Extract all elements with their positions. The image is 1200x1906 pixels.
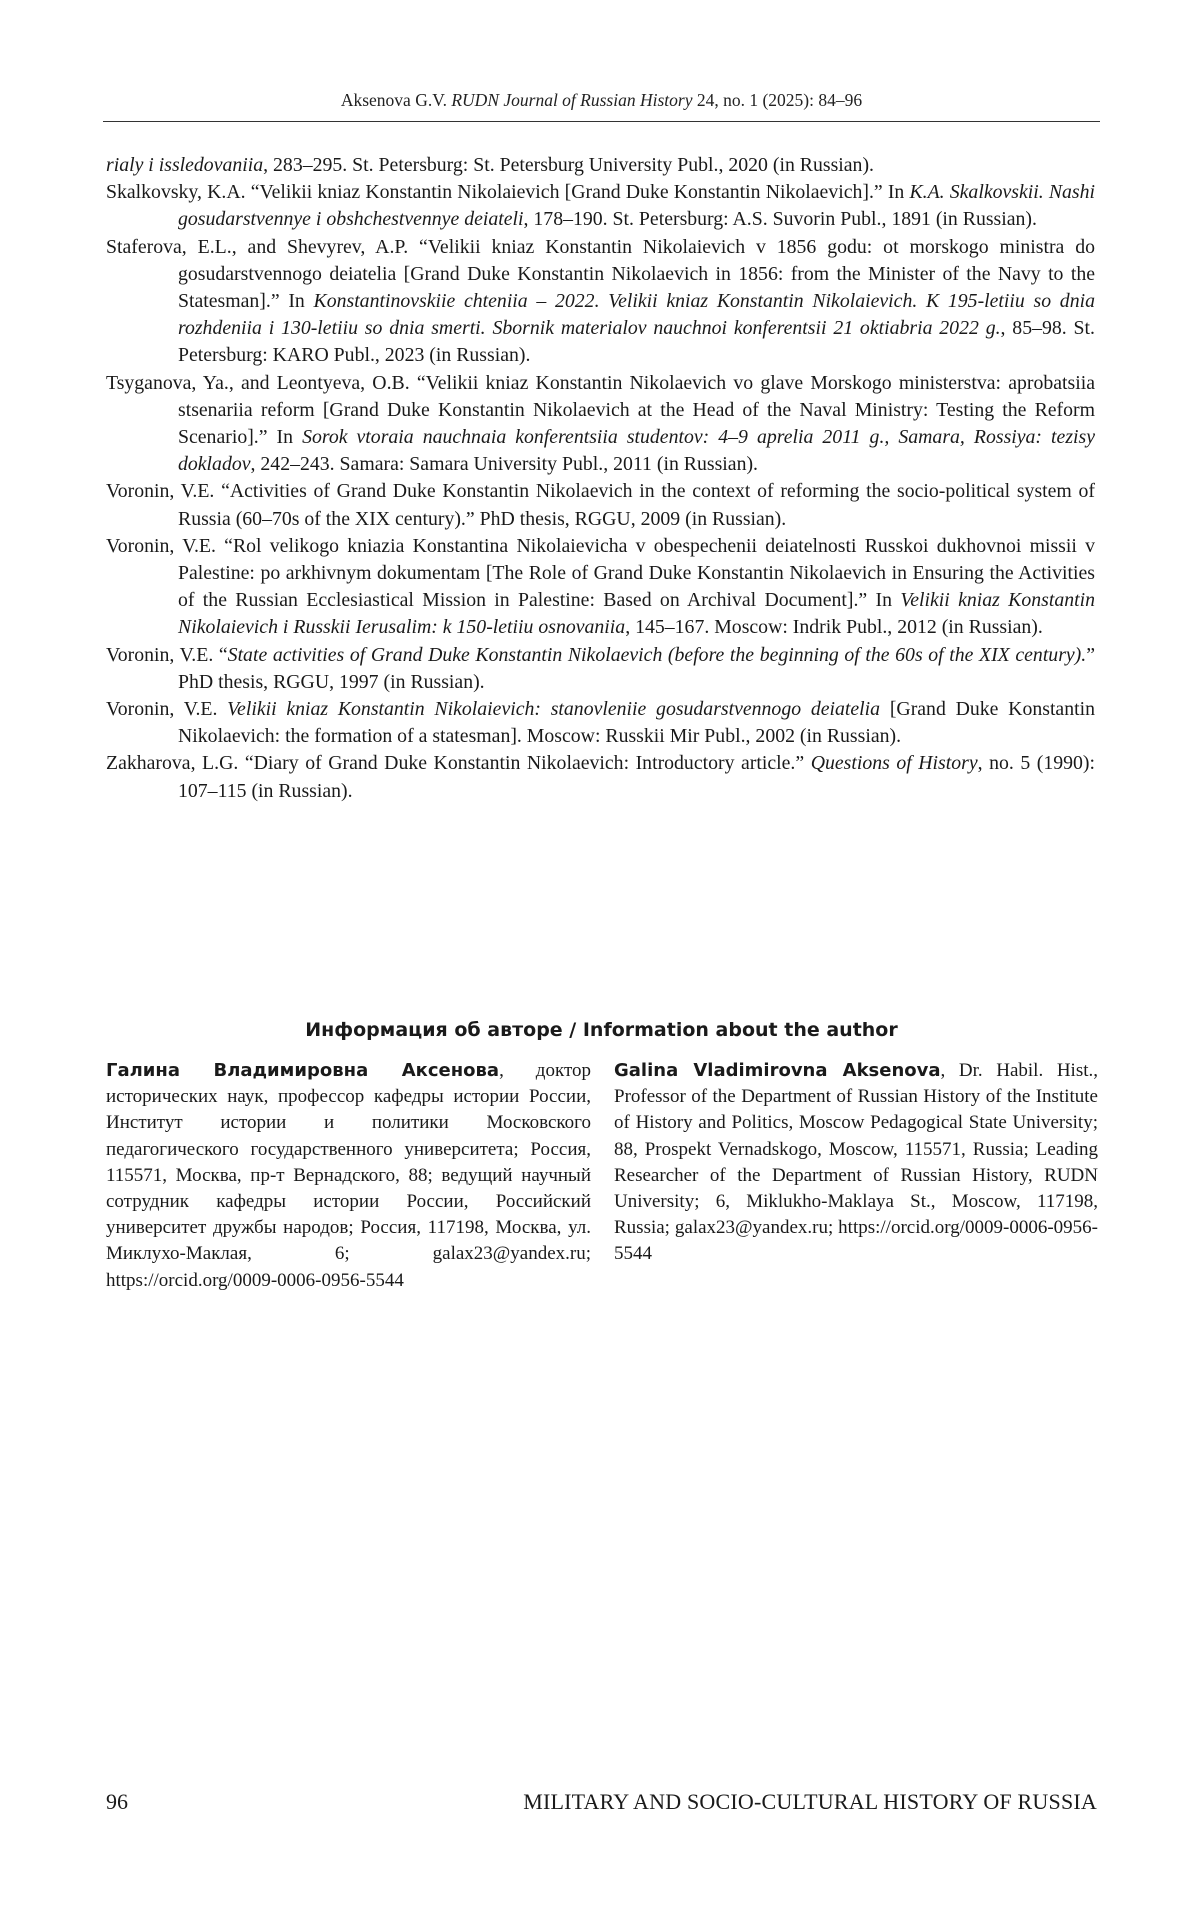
reference-list [106,152,1095,805]
reference-title: State activities of Grand Duke Konstantin Nikolaevich (before the beginning of the 60s of the XIX century). [228,644,1087,666]
reference-text: , 145–167. Moscow: Indrik Publ., 2012 (in Russian). [625,616,1043,638]
reference-text: Voronin, V.E. “Rol velikogo kniazia Konstantina Nikolaievicha v obespechenii deiatelnosti Russkoi dukhovnoi missii v Palestine: po arkhivnym dokumentam [The Role of Grand Duke Konstantin Nikolaevich in Ensuring the Activities of the Russian Ecclesiastical Mission in Palestine: Based on Archival Document].” In [106,535,1095,611]
author-info-russian [106,1058,591,1294]
reference-text: Voronin, V.E. “Activities of Grand Duke Konstantin Nikolaevich in the context of reforming the socio-political system of Russia (60–70s of the XIX century).” PhD thesis, RGGU, 2009 (in Russian). [106,480,1095,529]
reference-text: Skalkovsky, K.A. “Velikii kniaz Konstantin Nikolaievich [Grand Duke Konstantin Nikolaevich].” In [106,181,909,203]
author-name-russian: Галина Владимировна Аксенова [106,1060,499,1081]
reference-title: rialy i issledovaniia [106,154,263,176]
reference-text: Voronin, V.E. “ [106,644,228,666]
reference-text: , 178–190. St. Petersburg: A.S. Suvorin Publ., 1891 (in Russian). [524,208,1037,230]
reference-entry [106,533,1095,642]
reference-title: Questions of History [811,752,978,774]
reference-text: [Grand Duke Konstantin Nikolaevich: the formation of a statesman]. Moscow: Russkii Mir Publ., 2002 (in Russian). [178,698,1095,747]
reference-entry [106,642,1095,696]
reference-entry [106,234,1095,370]
reference-text: Zakharova, L.G. “Diary of Grand Duke Konstantin Nikolaevich: Introductory article.” [106,752,811,774]
author-details-english: , Dr. Habil. Hist., Professor of the Department of Russian History of the Institute of History and Politics, Moscow Pedagogical State University; 88, Prospekt Vernadskogo, Moscow, 115571, Russia; Leading Researcher of the Department of Russian History, RUDN University; 6, Miklukho-Maklaya St., Moscow, 117198, Russia; galax23@yandex.ru; https://orcid.org/0009-0006-0956-5544 [614,1060,1098,1264]
header-rule [103,121,1100,122]
reference-title: Konstantinovskiie chteniia – 2022. Velikii kniaz Konstantin Nikolaievich. K 195-letiiu so dnia rozhdeniia i 130-letiiu so dnia smerti. Sbornik materialov nauchnoi konferentsii 21 oktiabria 2022 g. [178,290,1095,339]
reference-title: Sorok vtoraia nauchnaia konferentsiia studentov: 4–9 aprelia 2011 g., Samara, Rossiya: tezisy dokladov [178,426,1095,475]
author-info-english [614,1058,1098,1268]
page-number: 96 [106,1788,128,1816]
reference-entry [106,478,1095,532]
reference-entry [106,152,1095,179]
reference-entry [106,370,1095,479]
header-author: Aksenova G.V. [341,90,447,110]
reference-text: Voronin, V.E. [106,698,227,720]
reference-text: , no. 5 (1990): 107–115 (in Russian). [178,752,1095,801]
reference-text: , 242–243. Samara: Samara University Publ., 2011 (in Russian). [251,453,758,475]
reference-title: K.A. Skalkovskii. Nashi gosudarstvennye i obshchestvennye deiateli [178,181,1095,230]
reference-title: Velikii kniaz Konstantin Nikolaievich: stanovleniie gosudarstvennogo deiatelia [227,698,880,720]
reference-entry [106,750,1095,804]
reference-title: Velikii kniaz Konstantin Nikolaievich i Russkii Ierusalim: k 150-letiiu osnovaniia [178,589,1095,638]
author-info-heading: Информация об авторе / Information about the author [103,1017,1100,1043]
author-name-english: Galina Vladimirovna Aksenova [614,1060,941,1081]
reference-text: Staferova, E.L., and Shevyrev, A.P. “Velikii kniaz Konstantin Nikolaievich v 1856 godu: ot morskogo ministra do gosudarstvennogo deiatelia [Grand Duke Konstantin Nikolaevich in 1856: from the Minister of the Navy to the Statesman].” In [106,236,1095,312]
running-header [103,89,1100,111]
header-issue: 24, no. 1 (2025): 84–96 [697,90,862,110]
author-details-russian: , доктор исторических наук, профессор кафедры истории России, Институт истории и политики Московского педагогического государственного университета; Россия, 115571, Москва, пр-т Вернадского, 88; ведущий научный сотрудник кафедры истории России, Российский университет дружбы народов; Россия, 117198, Москва, ул. Миклухо-Маклая, 6; galax23@yandex.ru; https://orcid.org/0009-0006-0956-5544 [106,1060,591,1291]
reference-entry [106,696,1095,750]
reference-text: ” PhD thesis, RGGU, 1997 (in Russian). [178,644,1095,693]
reference-text: , 283–295. St. Petersburg: St. Petersburg University Publ., 2020 (in Russian). [263,154,874,176]
header-journal: RUDN Journal of Russian History [451,90,692,110]
reference-text: Tsyganova, Ya., and Leontyeva, O.B. “Velikii kniaz Konstantin Nikolaevich vo glave Morskogo ministerstva: aprobatsiia stsenariia reform [Grand Duke Konstantin Nikolaevich at the Head of the Naval Ministry: Testing the Reform Scenario].” In [106,372,1095,448]
journal-section-footer: MILITARY AND SOCIO-CULTURAL HISTORY OF RUSSIA [523,1788,1097,1816]
reference-entry [106,179,1095,233]
reference-text: , 85–98. St. Petersburg: KARO Publ., 2023 (in Russian). [178,317,1095,366]
